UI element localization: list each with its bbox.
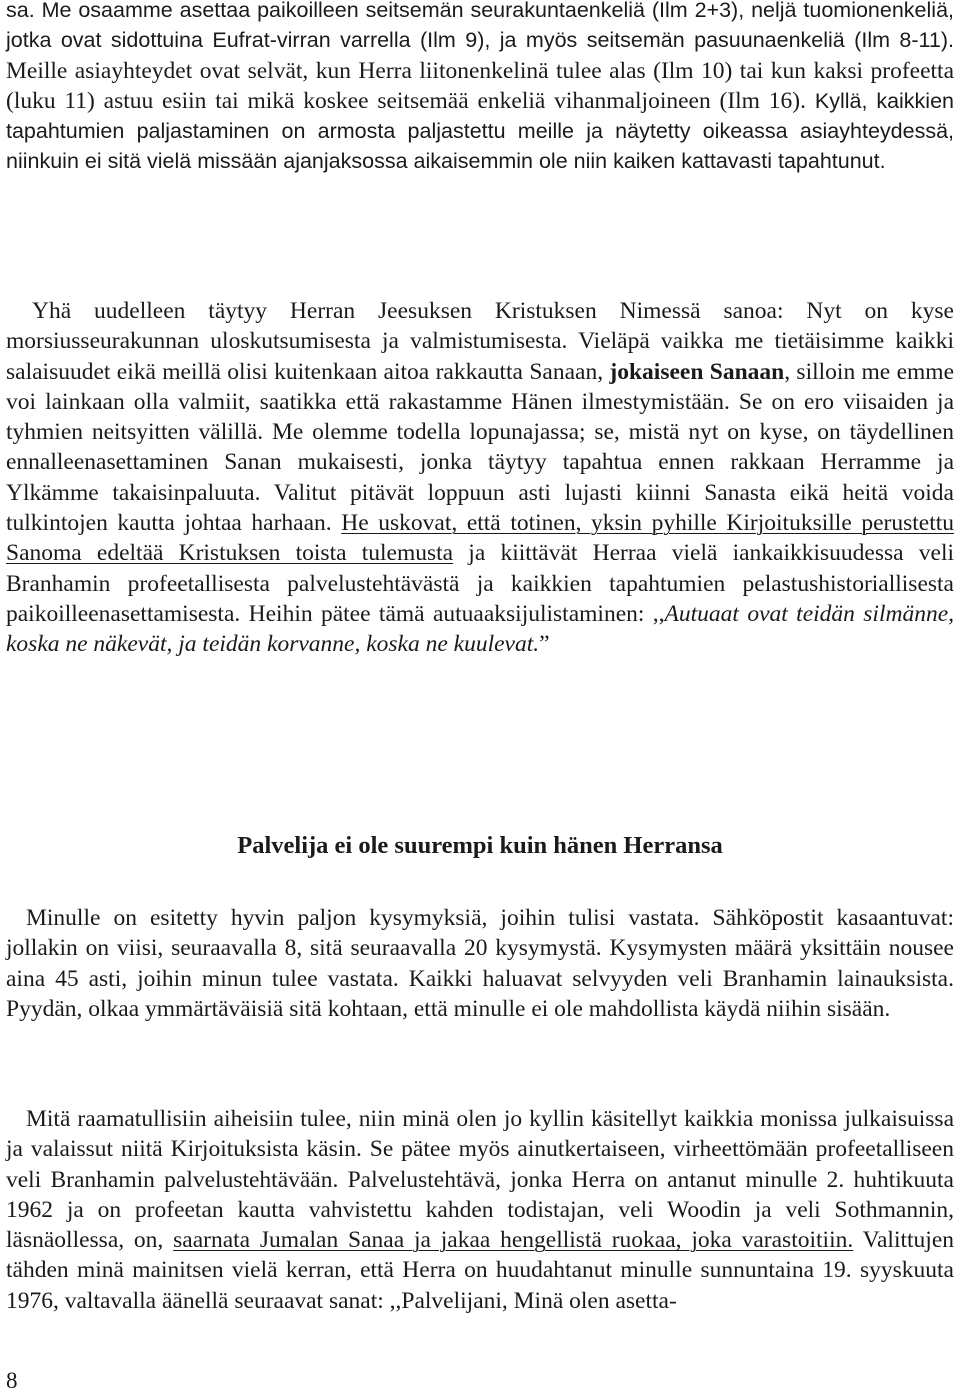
paragraph-questions: Minulle on esitetty hyvin paljon kysymyksiä, joihin tulisi vastata. Sähköpostit kasaantuvat: jollakin on viisi, seuraavalla 8, sitä seuraavalla 20 kysymystä. Kysymysten määrä yksittäin nousee aina 45 asti, joihin minun tulee vastata. Kaikki haluavat selvyyden veli Branhamin lainauksista. Pyydän, olkaa ymmärtäväisiä sitä kohtaan, että minulle ei ole mahdollista käydä niihin sisään. (6, 905, 954, 1022)
paragraph-bride-part-1: Yhä uudelleen täytyy Herran Jeesuksen Kristuksen Nimessä sanoa: Nyt on kyse morsiusseurakunnan uloskutsumisesta ja valmistumisesta. Vieläpä vaikka me tietäisimme kaikki salaisuudet eikä meillä olisi kuitenkaan aitoa rakkautta Sanaan, (6, 298, 954, 385)
paragraph-bride-part-3: ja kiittävät Herraa vielä iankaikkisuudessa veli Branhamin profeetallisesta palvelustehtävästä ja kaikkien tapahtumien pelastushistoriallisesta paikoilleenasettamisesta. Heihin pätee tämä autuaaksijulistaminen: (6, 540, 955, 627)
bold-phrase: jokaiseen Sanaan (609, 358, 785, 385)
paragraph-ministry-part-2: Valittujen tähden minä mainitsen vielä kerran, että Herra on huudahtanut minulle sunnuntaina 19. syyskuuta 1976, valtavalla äänellä seuraavat sanat: ,,Palvelijani, Minä olen asetta- (6, 1227, 954, 1314)
quote-close-mark: ” (539, 631, 550, 658)
section-heading: Palvelija ei ole suurempi kuin hänen Herransa (237, 832, 723, 859)
paragraph-angels (6, 0, 954, 177)
underlined-phrase: He uskovat, että totinen, yksin pyhille Kirjoituksille perustettu Sanoma edeltää Kristuksen toista tulemusta (6, 510, 955, 567)
italic-quote: Autuaat ovat teidän silmänne, koska ne näkevät, ja teidän korvanne, koska ne kuulevat. (6, 600, 955, 658)
paragraph-bride-part-2: , silloin me emme voi lainkaan olla valmiit, saatikka että rakastamme Hänen ilmestymistään. Se on ero viisaiden ja tyhmien neitsyitten välillä. Me olemme todella lopunajassa; se, mistä nyt on kyse, on täydellinen ennalleenasettaminen Sanan mukaisesti, jonka täytyy tapahtua ennen rakkaan Herramme ja Ylkämme takaisinpaluuta. Valitut pitävät loppuun asti lujasti kiinni Sanasta eikä heitä voida tulkintojen kautta johtaa harhaan. (6, 358, 954, 537)
paragraph-angels-part-1: sa. Me osaamme asettaa paikoilleen seitsemän seurakuntaenkeliä (Ilm 2+3), neljä tuomionenkeliä, jotka ovat sidottuina Eufrat-virran varrella (Ilm 9), ja myös seitsemän pasuunaenkeliä (Ilm 8-11). (6, 0, 954, 53)
paragraph-angels-part-2: Meille asiayhteydet ovat selvät, kun Herra liitonenkelinä tulee alas (Ilm 10) tai kun kaksi profeetta (luku 11) astuu esiin tai mikä koskee seitsemää enkeliä vihanmaljoineen (Ilm 16). (6, 57, 954, 114)
paragraph-angels-part-3: Kyllä, kaikkien tapahtumien paljastaminen on armosta paljastettu meille ja näytetty oikeassa asiayhteydessä, niinkuin ei sitä vielä missään ajanjaksossa aikaisemmin ole niin kaiken kattavasti tapahtunut. (6, 88, 954, 174)
paragraph-ministry (6, 1104, 954, 1316)
paragraph-bride-church (6, 296, 954, 660)
paragraph-ministry-part-1: Mitä raamatullisiin aiheisiin tulee, niin minä olen jo kyllin käsitellyt kaikkia monissa julkaisuissa ja valaissut niitä Kirjoituksista käsin. Se pätee myös ainutkertaiseen, virheettömään profeetalliseen veli Branhamin palvelustehtävään. Palvelustehtävä, jonka Herra on antanut minulle 2. huhtikuuta 1962 ja on profeetan kautta vahvistettu kahden todistajan, veli Woodin ja veli Sothmannin, läsnäollessa, on, (6, 1106, 954, 1254)
quote-open-mark: ,, (652, 600, 665, 627)
underlined-ministry-phrase: saarnata Jumalan Sanaa ja jakaa hengellistä ruokaa, joka varastoitiin. (173, 1227, 854, 1254)
page-number: 8 (6, 1368, 18, 1393)
